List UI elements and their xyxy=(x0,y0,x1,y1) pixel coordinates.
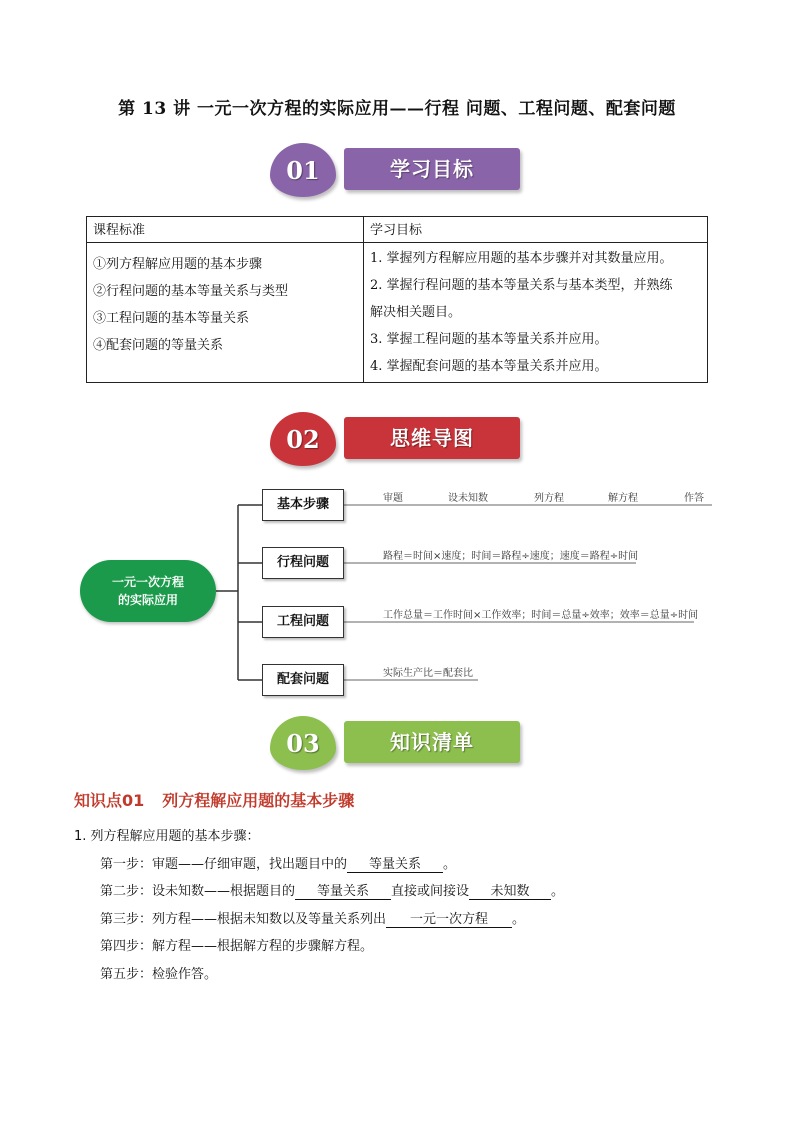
intro-line: 1. 列方程解应用题的基本步骤： xyxy=(74,829,260,844)
step-5: 第五步：检验作答。 xyxy=(100,967,218,982)
goal-item: 1. 掌握列方程解应用题的基本步骤并对其数量应用。 xyxy=(370,251,673,266)
node-basic-steps: 基本步骤 xyxy=(262,489,344,521)
goal-item: 4. 掌握配套问题的基本等量关系并应用。 xyxy=(370,359,608,374)
mind-map-hub xyxy=(80,560,216,622)
section-label: 知识清单 xyxy=(390,730,474,754)
step-text: 第三步：列方程——根据未知数以及等量关系列出 xyxy=(100,912,387,927)
section-pill xyxy=(344,148,520,190)
fill-in-blank: 未知数 xyxy=(469,880,551,900)
table-header-goals: 学习目标 xyxy=(364,217,708,243)
leaf-step: 解方程 xyxy=(608,493,638,504)
knowledge-point-heading xyxy=(74,788,354,811)
section-pill xyxy=(344,417,520,459)
goals-table xyxy=(86,216,708,383)
node-travel-problem: 行程问题 xyxy=(262,547,344,579)
leaf-step: 审题 xyxy=(383,493,403,504)
section-header-02 xyxy=(270,412,530,472)
standards-cell xyxy=(87,243,364,383)
section-number-badge xyxy=(270,412,336,466)
fill-in-blank: 等量关系 xyxy=(295,880,391,900)
goal-item: 3. 掌握工程问题的基本等量关系并应用。 xyxy=(370,332,608,347)
knowledge-point-title: 列方程解应用题的基本步骤 xyxy=(162,791,355,810)
step-2 xyxy=(100,880,564,900)
step-text: 第二步：设未知数——根据题目的 xyxy=(100,884,296,899)
page-title: 第 13 讲 一元一次方程的实际应用——行程 问题、工程问题、配套问题 xyxy=(118,99,676,119)
section-number: 02 xyxy=(286,425,320,454)
section-number-badge xyxy=(270,143,336,197)
hub-line: 一元一次方程 xyxy=(111,575,184,589)
section-header-01 xyxy=(270,143,530,203)
node-matching-problem: 配套问题 xyxy=(262,664,344,696)
hub-line: 的实际应用 xyxy=(117,593,178,607)
section-header-03 xyxy=(270,716,530,776)
node-work-problem: 工程问题 xyxy=(262,606,344,638)
step-4: 第四步：解方程——根据解方程的步骤解方程。 xyxy=(100,939,374,954)
goal-item: 2. 掌握行程问题的基本等量关系与基本类型，并熟练 xyxy=(370,278,673,293)
leaf-step: 作答 xyxy=(684,493,704,504)
leaf-formula: 工作总量＝工作时间×工作效率；时间＝总量÷效率；效率＝总量÷时间 xyxy=(383,610,699,621)
table-header-standard: 课程标准 xyxy=(87,217,364,243)
leaf-formula: 路程＝时间×速度；时间＝路程÷速度；速度＝路程÷时间 xyxy=(383,551,639,562)
step-text: 。 xyxy=(551,884,565,899)
goal-item: 解决相关题目。 xyxy=(370,305,462,320)
section-number: 03 xyxy=(286,729,320,758)
leaf-step: 设未知数 xyxy=(448,493,488,504)
section-pill xyxy=(344,721,520,763)
step-text: 。 xyxy=(443,857,457,872)
step-text: 直接或间接设 xyxy=(391,884,470,899)
section-label: 学习目标 xyxy=(390,157,474,181)
standard-item: ②行程问题的基本等量关系与类型 xyxy=(93,284,289,299)
fill-in-blank: 等量关系 xyxy=(347,853,443,873)
section-label: 思维导图 xyxy=(390,426,474,450)
step-text: 。 xyxy=(512,912,526,927)
mind-map xyxy=(0,480,794,700)
standard-item: ③工程问题的基本等量关系 xyxy=(93,311,250,326)
standard-item: ④配套问题的等量关系 xyxy=(93,338,224,353)
step-3 xyxy=(100,908,525,928)
goals-cell xyxy=(364,243,708,383)
leaf-formula: 实际生产比＝配套比 xyxy=(383,668,473,679)
step-text: 第一步：审题——仔细审题，找出题目中的 xyxy=(100,857,348,872)
fill-in-blank: 一元一次方程 xyxy=(386,908,512,928)
leaf-step: 列方程 xyxy=(534,493,564,504)
section-number-badge xyxy=(270,716,336,770)
knowledge-point-label: 知识点01 xyxy=(74,791,145,810)
step-1 xyxy=(100,853,456,873)
section-number: 01 xyxy=(286,156,320,185)
standard-item: ①列方程解应用题的基本步骤 xyxy=(93,257,263,272)
